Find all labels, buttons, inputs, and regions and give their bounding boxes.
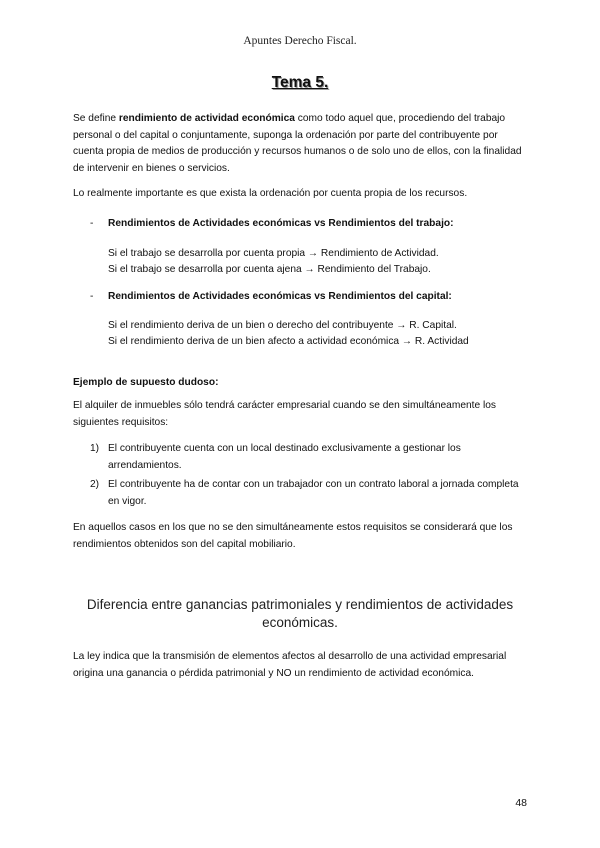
intro-bold-term: rendimiento de actividad económica (118, 113, 295, 124)
intro-paragraph (73, 111, 528, 177)
section-paragraph: La ley indica que la transmisión de elementos afectos al desarrollo de una actividad empresarial origina una ganancia o pérdida patrimonial y NO un rendimiento de actividad económica. (73, 651, 507, 679)
bullet-dash: - (90, 218, 94, 229)
example-intro: El alquiler de inmuebles sólo tendrá carácter empresarial cuando se den simultáneamente los siguientes requisitos: (73, 400, 497, 428)
requirement-item (90, 477, 530, 510)
requirement-text: El contribuyente ha de contar con un trabajador con un contrato laboral a jornada completa en vigor. (108, 479, 519, 507)
section-heading: Diferencia entre ganancias patrimoniales y rendimientos de actividades económicas. (86, 597, 514, 630)
requirement-number: 1) (90, 443, 100, 454)
bullet-line: Si el trabajo se desarrolla por cuenta propia → Rendimiento de Actividad. (108, 248, 439, 259)
example-conclusion: En aquellos casos en los que no se den simultáneamente estos requisitos se considerará que los rendimientos obtenidos son del capital mobiliario. (73, 522, 513, 550)
bullet-heading-text: Rendimientos de Actividades económicas vs Rendimientos del capital: (108, 291, 452, 302)
requirement-text: El contribuyente cuenta con un local destinado exclusivamente a gestionar los arrendamientos. (108, 443, 461, 471)
bullet-heading-text: Rendimientos de Actividades económicas vs Rendimientos del trabajo: (108, 218, 454, 229)
bullet-line: Si el trabajo se desarrolla por cuenta ajena → Rendimiento del Trabajo. (108, 264, 431, 275)
bullet-line: Si el rendimiento deriva de un bien o derecho del contribuyente → R. Capital. (108, 320, 457, 331)
example-heading: Ejemplo de supuesto dudoso: (73, 377, 219, 388)
intro-pre: Se define (73, 113, 119, 124)
bullet-heading-capital (90, 289, 530, 306)
bullet-dash: - (90, 291, 94, 302)
page-title: Tema 5. (271, 74, 329, 91)
page-number: 48 (515, 797, 527, 809)
requirement-item (90, 441, 530, 474)
running-header: Apuntes Derecho Fiscal. (243, 35, 357, 47)
bullet-heading-trabajo (90, 216, 530, 233)
important-paragraph: Lo realmente importante es que exista la ordenación por cuenta propia de los recursos. (73, 188, 468, 199)
requirement-number: 2) (90, 479, 100, 490)
intro-post: como todo aquel que, procediendo del trabajo personal o del capital o conjuntamente, suponga la ordenación por parte del contribuyente por cuenta propia de medios de producción y recursos humanos o de solo uno de ellos, con la finalidad de intervenir en bienes o servicios. (73, 113, 522, 174)
bullet-line: Si el rendimiento deriva de un bien afecto a actividad económica → R. Actividad (108, 336, 469, 347)
